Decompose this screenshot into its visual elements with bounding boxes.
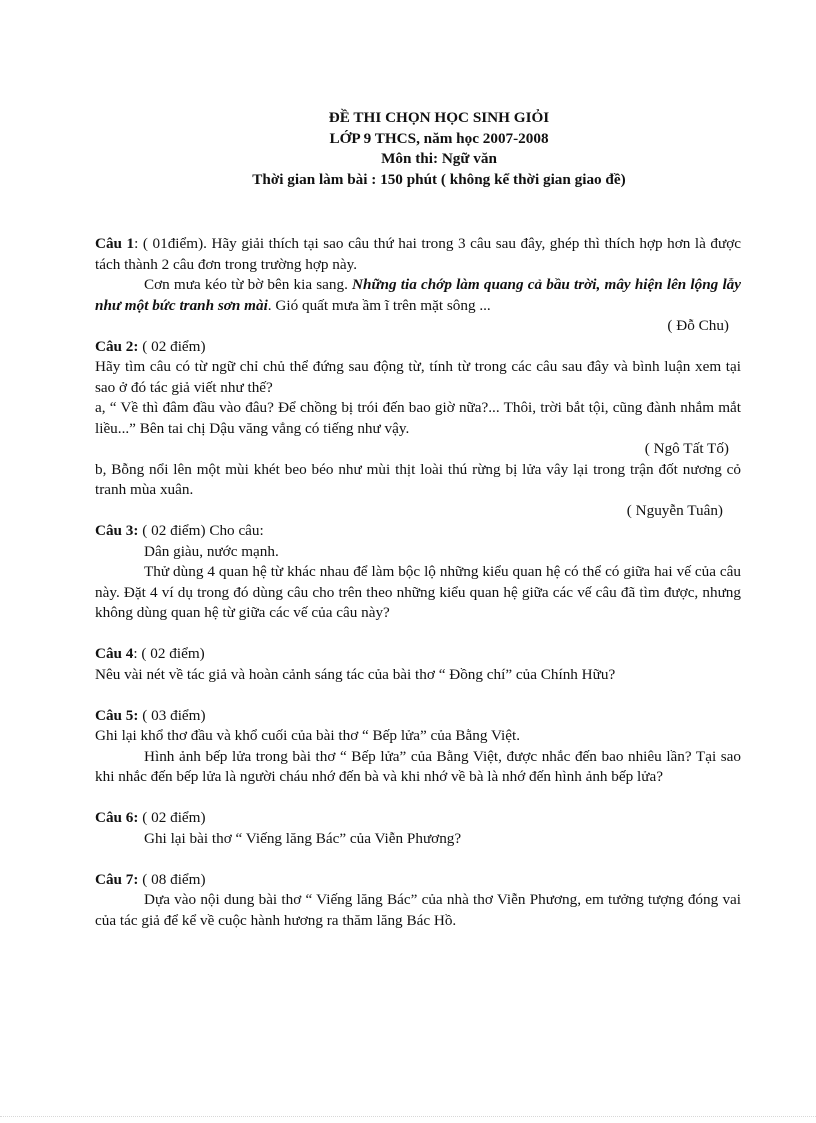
question-2-label: Câu 2:: [95, 337, 139, 355]
exam-time: Thời gian làm bài : 150 phút ( không kể thời gian giao đề): [252, 170, 626, 188]
question-6-task: Ghi lại bài thơ “ Viếng lăng Bác” của Viễn Phương?: [144, 829, 462, 847]
question-1-source: ( Đỗ Chu): [667, 317, 729, 334]
exam-page: [95, 108, 741, 931]
question-2-item-b: b, Bỗng nổi lên một mùi khét beo béo như mùi thịt loài thú rừng bị lửa vây lại trong trận đốt nương cỏ tranh mùa xuân.: [95, 460, 741, 498]
question-6-points: ( 02 điểm): [138, 809, 206, 826]
question-4-task: Nêu vài nét về tác giả và hoàn cảnh sáng tác của bài thơ “ Đồng chí” của Chính Hữu?: [95, 665, 616, 683]
question-3-sentence: Dân giàu, nước mạnh.: [144, 542, 279, 560]
question-3-heading: [95, 521, 741, 542]
quote-pre: Cơn mưa kéo từ bờ bên kia sang.: [144, 276, 353, 293]
question-1-label: Câu 1: [95, 235, 135, 252]
quote-post: . Gió quất mưa ầm ĩ trên mặt sông ...: [267, 296, 491, 314]
question-1-prompt: : ( 01điểm). Hãy giải thích tại sao câu thứ hai trong 3 câu sau đây, ghép thì thích hợp hơn là được tách thành 2 câu đơn trong trường hợp này.: [95, 235, 741, 273]
question-7-heading: [95, 870, 741, 891]
question-3-label: Câu 3:: [95, 522, 139, 539]
page-bottom-divider: [0, 1116, 816, 1117]
question-4-heading: [95, 644, 741, 665]
question-7-points: ( 08 điểm): [138, 870, 206, 888]
exam-subject: Môn thi: Ngữ văn: [381, 150, 497, 167]
question-4-points: : ( 02 điểm): [133, 645, 205, 662]
question-7-label: Câu 7:: [95, 870, 139, 888]
question-2-prompt: Hãy tìm câu có từ ngữ chỉ chủ thể đứng sau động từ, tính từ trong các câu sau đây và bình luận xem tại sao ở đó tác giả viết như thế?: [95, 358, 741, 396]
question-2-item-b-source: ( Nguyễn Tuân): [626, 501, 723, 519]
question-3-task: Thử dùng 4 quan hệ từ khác nhau để làm bộc lộ những kiểu quan hệ có thể có giữa hai vế của câu này. Đặt 4 ví dụ trong đó dùng câu cho trên theo những kiểu quan hệ giữa các vế câu đã tìm được, nhưng không dùng quan hệ từ giữa các vế của câu này?: [95, 563, 741, 621]
question-2-item-a-source: ( Ngô Tất Tố): [644, 440, 729, 457]
question-6-heading: [95, 808, 741, 829]
question-5-task-2: Hình ảnh bếp lửa trong bài thơ “ Bếp lửa” của Bằng Việt, được nhắc đến bao nhiêu lần? Tại sao khi nhắc đến bếp lửa là người cháu nhớ đến bà và khi nhớ về bà là nhớ đến hình ảnh bếp lửa?: [95, 747, 741, 785]
question-5-task-1: Ghi lại khổ thơ đầu và khổ cuối của bài thơ “ Bếp lửa” của Bằng Việt.: [95, 727, 521, 744]
question-6-label: Câu 6:: [95, 809, 139, 826]
question-2-heading: [95, 337, 741, 358]
quote-emphasis: Những tia chớp làm quang cả bầu trời, mây hiện lên lộng lẫy như một bức tranh sơn mài: [95, 276, 742, 314]
question-5-label: Câu 5:: [95, 706, 139, 724]
question-5-points: ( 03 điểm): [138, 706, 206, 724]
question-1-quote: [95, 275, 741, 316]
question-2-points: ( 02 điểm): [138, 337, 206, 355]
question-2-item-a: a, “ Về thì đâm đầu vào đâu? Để chồng bị trói đến bao giờ nữa?... Thôi, trời bắt tội, cũng đành nhắm mắt liều...” Bên tai chị Dậu văng vẳng có tiếng như vậy.: [95, 399, 741, 437]
question-7-task: Dựa vào nội dung bài thơ “ Viếng lăng Bác” của nhà thơ Viễn Phương, em tưởng tượng đóng vai của tác giả để kể về cuộc hành hương ra thăm lăng Bác Hồ.: [95, 891, 741, 929]
exam-title: ĐỀ THI CHỌN HỌC SINH GIỎI: [328, 109, 550, 126]
question-3-points: ( 02 điểm) Cho câu:: [138, 522, 264, 539]
question-1: [95, 234, 741, 275]
question-4-label: Câu 4: [95, 645, 134, 662]
exam-header: [137, 108, 741, 190]
question-5-heading: [95, 706, 741, 727]
exam-class-year: LỚP 9 THCS, năm học 2007-2008: [329, 129, 549, 147]
